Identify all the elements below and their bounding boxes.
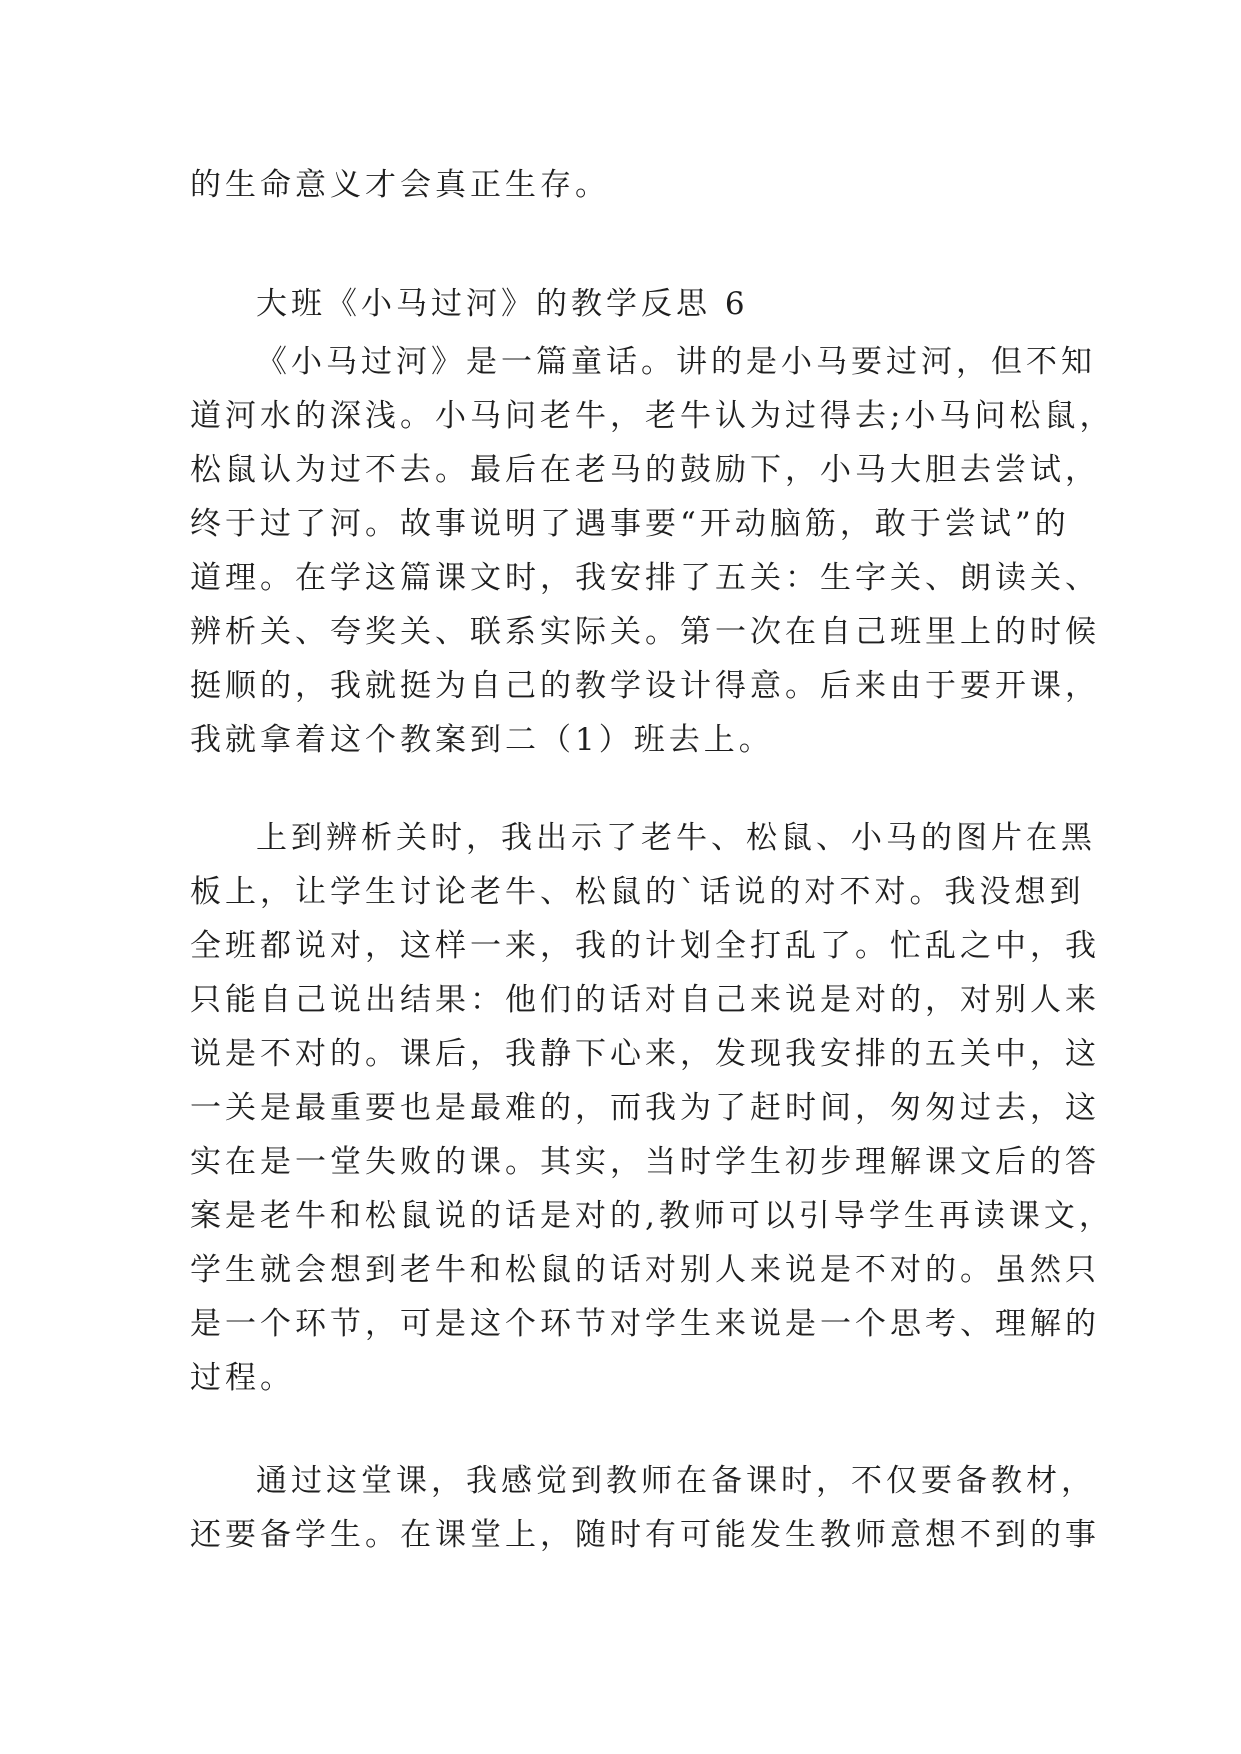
text-line: 还要备学生。在课堂上，随时有可能发生教师意想不到的事	[190, 1517, 1100, 1553]
text-line: 一关是最重要也是最难的，而我为了赶时间，匆匆过去，这	[190, 1090, 1100, 1126]
paragraph-3	[190, 1454, 1100, 1562]
text-line: 板上，让学生讨论老牛、松鼠的`话说的对不对。我没想到	[190, 874, 1085, 910]
paragraph-2	[190, 811, 1114, 1405]
text-line: 松鼠认为过不去。最后在老马的鼓励下，小马大胆去尝试，	[190, 452, 1100, 488]
text-line: 是一个环节，可是这个环节对学生来说是一个思考、理解的	[190, 1306, 1100, 1342]
text-line: 上到辨析关时，我出示了老牛、松鼠、小马的图片在黑	[256, 820, 1096, 856]
text-line: 终于过了河。故事说明了遇事要“开动脑筋，敢于尝试”的	[190, 506, 1070, 542]
text-line: 道理。在学这篇课文时，我安排了五关：生字关、朗读关、	[190, 560, 1100, 596]
text-line: 全班都说对，这样一来，我的计划全打乱了。忙乱之中，我	[190, 928, 1100, 964]
text-line: 道河水的深浅。小马问老牛，老牛认为过得去;小马问松鼠，	[190, 398, 1115, 434]
text-line: 案是老牛和松鼠说的话是对的,教师可以引导学生再读课文，	[190, 1198, 1114, 1234]
text-line: 我就拿着这个教案到二（1）班去上。	[190, 722, 774, 758]
text-line: 只能自己说出结果：他们的话对自己来说是对的，对别人来	[190, 982, 1100, 1018]
top-fragment-paragraph	[190, 158, 1052, 212]
text-line: 通过这堂课，我感觉到教师在备课时，不仅要备教材，	[256, 1463, 1096, 1499]
paragraph-1	[190, 335, 1115, 767]
text-line: 说是不对的。课后，我静下心来，发现我安排的五关中，这	[190, 1036, 1100, 1072]
section-title	[190, 277, 1052, 331]
section-title-text: 大班《小马过河》的教学反思 6	[256, 286, 749, 322]
text-line: 实在是一堂失败的课。其实，当时学生初步理解课文后的答	[190, 1144, 1100, 1180]
text-line: 学生就会想到老牛和松鼠的话对别人来说是不对的。虽然只	[190, 1252, 1100, 1288]
text-line: 过程。	[190, 1360, 295, 1396]
text-line: 的生命意义才会真正生存。	[190, 167, 610, 203]
text-line: 《小马过河》是一篇童话。讲的是小马要过河，但不知	[256, 344, 1096, 380]
text-line: 挺顺的，我就挺为自己的教学设计得意。后来由于要开课，	[190, 668, 1100, 704]
text-line: 辨析关、夸奖关、联系实际关。第一次在自己班里上的时候	[190, 614, 1100, 650]
